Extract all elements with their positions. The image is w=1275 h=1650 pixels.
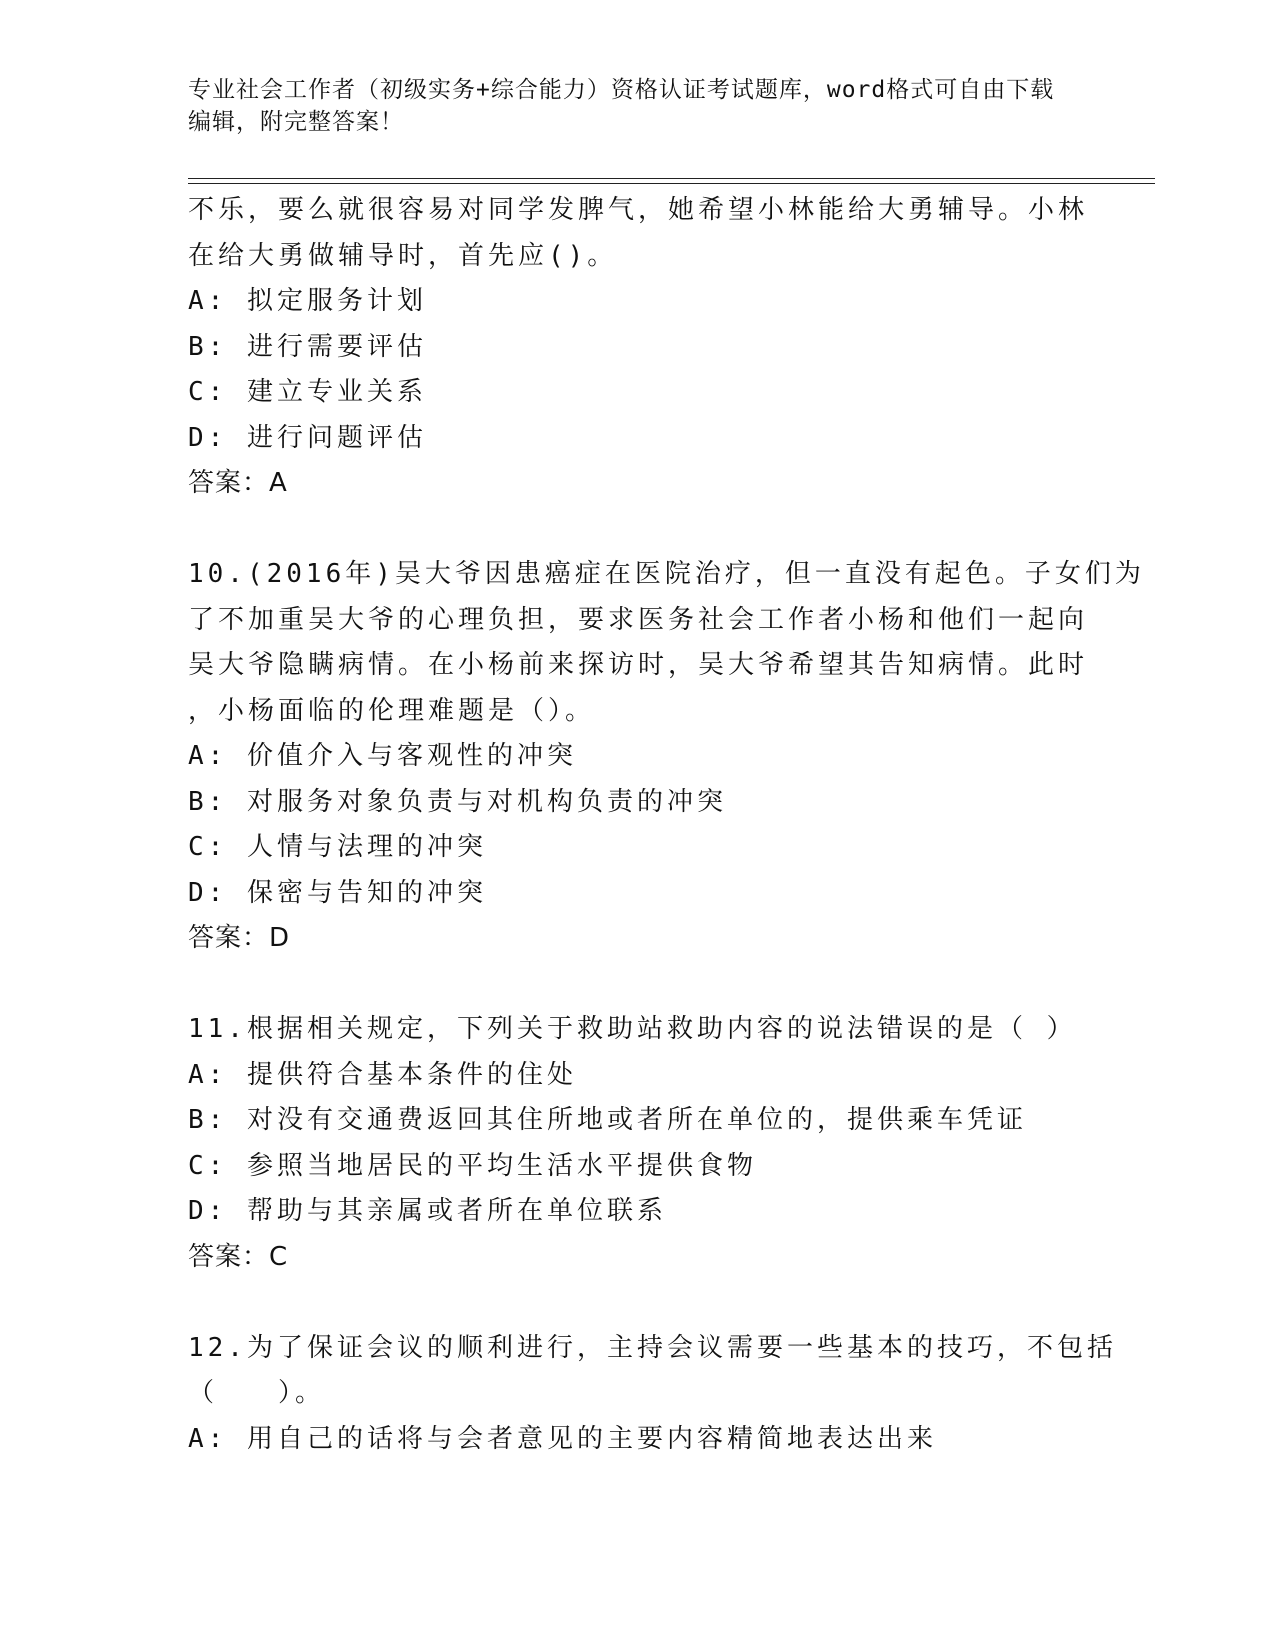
- question-10-option-a: A: 价值介入与客观性的冲突: [188, 741, 577, 771]
- spacer: [188, 962, 1088, 1008]
- question-10-text-line-3: 吴大爷隐瞒病情。在小杨前来探访时，吴大爷希望其告知病情。此时: [188, 650, 1089, 680]
- question-12-text-line-2: （ ）。: [188, 1378, 326, 1408]
- question-9-answer: 答案：A: [188, 468, 288, 498]
- question-10-text-line-2: 了不加重吴大爷的心理负担，要求医务社会工作者小杨和他们一起向: [188, 604, 1089, 635]
- header-title-line-1: 专业社会工作者（初级实务+综合能力）资格认证考试题库，word格式可自由下载: [188, 77, 1055, 103]
- question-9-option-b: B: 进行需要评估: [188, 331, 427, 362]
- question-9-text-line-1: 不乐，要么就很容易对同学发脾气，她希望小林能给大勇辅导。小林: [188, 195, 1089, 225]
- question-11-option-b: B: 对没有交通费返回其住所地或者所在单位的，提供乘车凭证: [188, 1105, 1027, 1135]
- question-11-answer: 答案：C: [188, 1241, 289, 1272]
- question-11-text-line-1: 11.根据相关规定，下列关于救助站救助内容的说法错误的是（ ）: [188, 1014, 1077, 1044]
- document-header: [188, 74, 1088, 138]
- header-divider-bottom: [188, 183, 1155, 184]
- question-10-option-c: C: 人情与法理的冲突: [188, 832, 487, 862]
- question-10: [188, 552, 1145, 962]
- header-divider-top: [188, 178, 1155, 179]
- question-9-option-a: A: 拟定服务计划: [188, 286, 427, 316]
- question-9-option-c: C: 建立专业关系: [188, 377, 427, 407]
- question-10-text-line-1: 10.(2016年)吴大爷因患癌症在医院治疗，但一直没有起色。子女们为: [188, 559, 1145, 589]
- question-9: [188, 188, 1088, 507]
- question-10-answer: 答案：D: [188, 923, 291, 953]
- header-title-line-2: 编辑，附完整答案！: [188, 109, 404, 135]
- question-10-option-b: B: 对服务对象负责与对机构负责的冲突: [188, 786, 727, 817]
- question-12: [188, 1326, 1117, 1463]
- question-10-text-line-4: ，小杨面临的伦理难题是（）。: [188, 695, 596, 726]
- question-10-option-d: D: 保密与告知的冲突: [188, 877, 487, 908]
- question-11-option-a: A: 提供符合基本条件的住处: [188, 1059, 577, 1090]
- question-12-option-a: A: 用自己的话将与会者意见的主要内容精简地表达出来: [188, 1423, 937, 1454]
- question-11-option-d: D: 帮助与其亲属或者所在单位联系: [188, 1196, 667, 1226]
- question-11: [188, 1007, 1088, 1280]
- spacer: [188, 1280, 1088, 1326]
- question-12-text-line-1: 12.为了保证会议的顺利进行，主持会议需要一些基本的技巧，不包括: [188, 1332, 1117, 1363]
- question-9-option-d: D: 进行问题评估: [188, 422, 427, 453]
- question-list: [188, 188, 1145, 1462]
- question-9-text-line-2: 在给大勇做辅导时，首先应()。: [188, 240, 618, 271]
- spacer: [188, 507, 1088, 553]
- question-11-option-c: C: 参照当地居民的平均生活水平提供食物: [188, 1150, 757, 1181]
